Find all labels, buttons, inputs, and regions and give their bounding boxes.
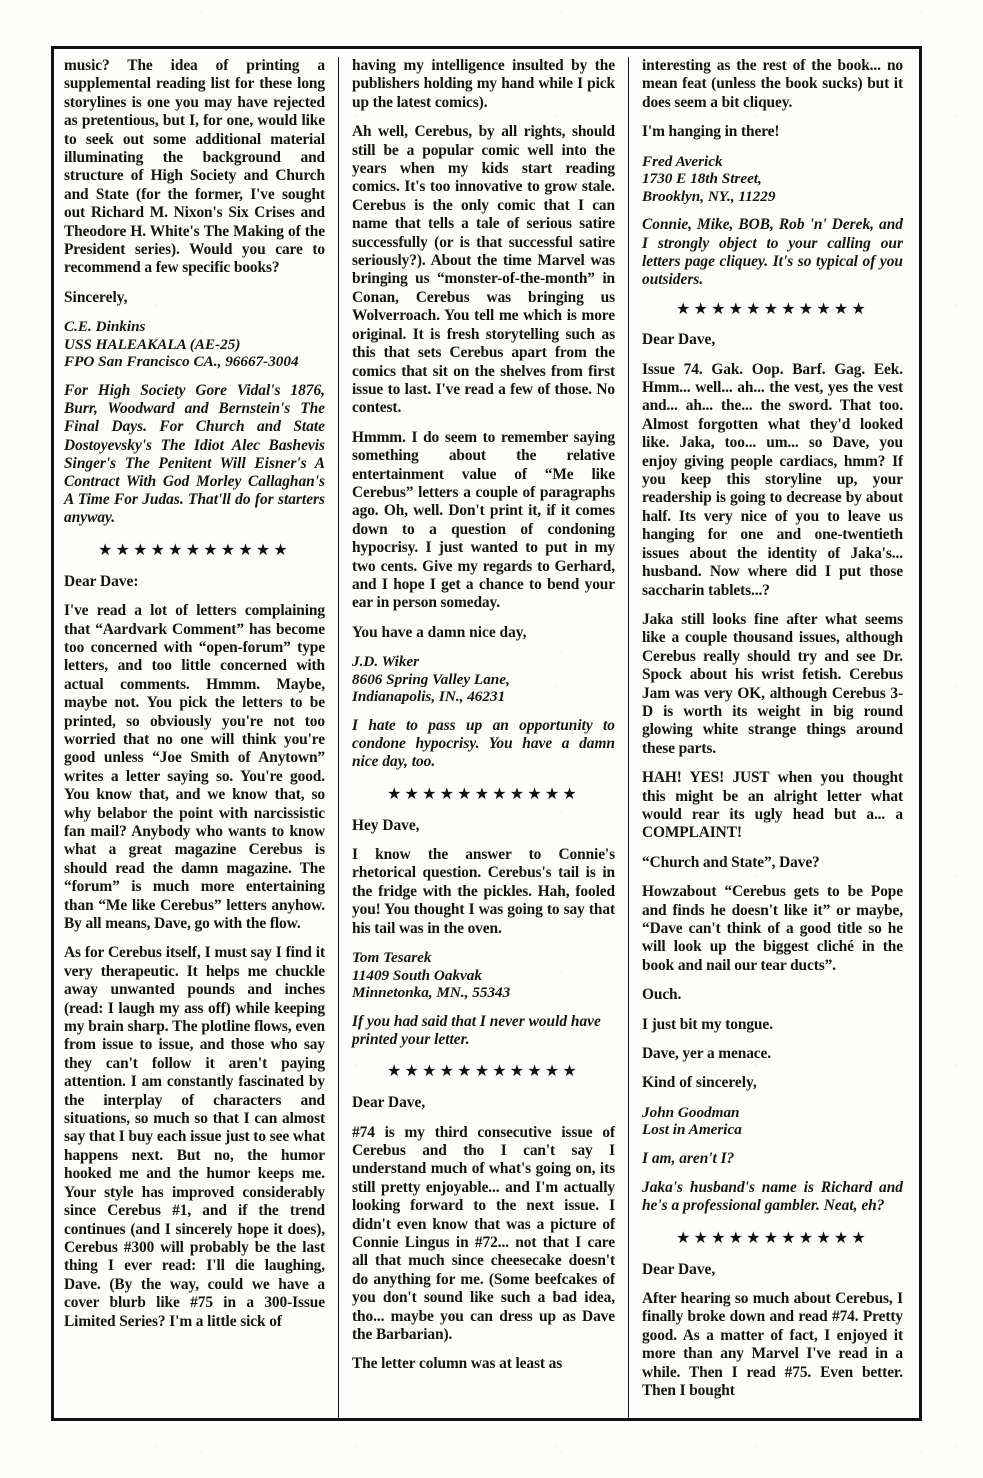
letter-tesarek-salutation: Hey Dave,: [352, 816, 420, 834]
editor-reply-averick: Connie, Mike, BOB, Rob 'n' Derek, and I strongly object to your calling our letters page cliquey. It's so typical of you outsiders.: [642, 216, 903, 289]
letter-goodman-body-7: I just bit my tongue.: [642, 1015, 773, 1033]
letter-dinkins-body: [64, 57, 325, 278]
aardvark-body-part-2: pick the letters to be printed, so obviously you're not too worried that no one will think you're good unless “Joe Smith of Anytown” writes a letter saying so. You're good. You know that, and we know that, so why belabor the point with narcissistic fan mail? Anybody who wants to know what a great magazine Cerebus is should read the damn magazine. The “forum” is much more entertaining than “Me like Cerebus” letters anyhow. By all means, Dave, go with the flow.: [64, 694, 325, 932]
letter-third-body-2: The letter column was at least as: [352, 1355, 563, 1373]
signature-name: John Goodman: [642, 1103, 740, 1121]
editor-reply-dinkins: For High Society Gore Vidal's 1876, Burr, Woodward and Bernstein's The Final Days. For Church and State Dostoyevsky's The Idiot Alec Bashevis Singer's The Penitent Will Eisner's A Contract With God Morley Callaghan's A Time For Judas. That'll do for starters anyway.: [64, 382, 325, 527]
signature-address-line-2: Brooklyn, NY., 11229: [642, 187, 776, 205]
dinkins-body-part-3: (for the former, I've sought out Richard M. Nixon's: [64, 185, 325, 222]
letter-goodman-body-2: Jaka still looks fine after what seems like a couple thousand issues, although Cerebus really should try and see Dr. Spock about his wrist fetish. Cerebus Jam was very OK, although Cerebus 3-D is worth its weight in big round glowing white strange things around these parts.: [642, 610, 903, 757]
signature-address-line-1: 1730 E 18th Street,: [642, 170, 762, 188]
letter-averick-body-2: I'm hanging in there!: [642, 123, 780, 141]
letter-averick-body-1: interesting as the rest of the book... no mean feat (unless the book sucks) but it does seem a bit cliquey.: [642, 57, 903, 111]
dinkins-body-part-4: and Theodore H. White's: [64, 204, 325, 240]
editor-reply-goodman-1: I am, aren't I?: [642, 1150, 735, 1168]
letters-page-columns: [51, 46, 922, 1421]
signature-name: Tom Tesarek: [352, 949, 432, 967]
letter-wiker-body-3: Hmmm. I do seem to remember saying something about the relative entertainment value of “Me like Cerebus” letters a couple of paragraphs ago. Oh, well. Don't print it, if it comes down to a question of condoning hypocrisy. I just wanted to put in my two cents. Give my regards to Gerhard, and I hope I get a chance to bend your ear in person someday.: [352, 428, 615, 612]
signature-name: J.D. Wiker: [352, 653, 420, 671]
letter-separator-stars: ★★★★★★★★★★★: [676, 299, 869, 319]
dinkins-body-part-1: music? The idea of printing a supplemental reading list for these long storylines is one you may have rejected as pretentious, but I, for one, would like to seek out some additional material illuminating the background and structure of: [64, 57, 325, 185]
letter-goodman-body-5: Howzabout “Cerebus gets to be Pope and finds he doesn't like it” or maybe, “Dave can't think of a good title so he will look up the biggest cliché in the book and nail our tear ducts”.: [642, 883, 903, 974]
letter-separator-stars: ★★★★★★★★★★★: [387, 783, 580, 803]
book-title-six-crises: Six Crises: [228, 204, 295, 222]
letter-third-salutation: Dear Dave,: [352, 1094, 426, 1112]
editor-reply-tesarek: If you had said that I never would have printed your letter.: [352, 1012, 601, 1048]
letter-separator-stars: ★★★★★★★★★★★: [387, 1061, 580, 1081]
column-left: [51, 57, 338, 1421]
signature-address-line-1: 8606 Spring Valley Lane,: [352, 670, 510, 688]
letter-last-salutation: Dear Dave,: [642, 1260, 716, 1278]
signature-location: Lost in America: [642, 1121, 742, 1139]
letter-wiker-body-2: Ah well, Cerebus, by all rights, should still be a popular comic well into the years when my kids start reading comics. It's too innovative to grow stale. Cerebus is the only comic that I can name that tells a tale of serious satire successfully (or is that successful satire seriously?). About the time Marvel was bringing us “monster-of-the-month” in Conan, Cerebus was bringing us Wolverroach. You tell me which is more original. It is fresh storytelling such as this that sets Cerebus apart from the comics that sit on the shelves from first issue to last. I've read a few of those. No contest.: [352, 123, 615, 417]
letter-goodman-closing: Kind of sincerely,: [642, 1074, 757, 1092]
letter-wiker-closing: You have a damn nice day,: [352, 623, 527, 641]
letter-goodman-body-6: Ouch.: [642, 986, 682, 1004]
emphasis-you: You: [146, 694, 173, 712]
letter-aardvark-salutation: Dear Dave:: [64, 572, 139, 590]
letter-tesarek-body: I know the answer to Connie's rhetorical question. Cerebus's tail is in the fridge with the pickles. Hah, fooled you! You thought I was going to say that his tail was in the oven.: [352, 845, 615, 937]
book-title-church-and-state: Church and State: [64, 167, 325, 203]
letter-goodman-body-8: Dave, yer a menace.: [642, 1045, 772, 1063]
signature-address-line-2: FPO San Francisco CA., 96667-3004: [64, 353, 299, 371]
letter-aardvark-body-2: As for Cerebus itself, I must say I find it very therapeutic. It helps me chuckle away unwanted pounds and inches (read: I laugh my ass off) while keeping my brain sharp. The plotline flows, even from issue to issue, and those who say they can't follow it aren't paying attention. I am constantly fascinated by the interplay of characters and situations, so much so that I can almost say that I buy each issue just to see what happens next. But no, the humor hooked me and the humor keeps me. Your style has improved considerably since Cerebus #1, and if the trend continues (and I sincerely hope it does), Cerebus #300 will probably be the last thing I ever read: I'll die laughing, Dave. (By the way, could we have a cover blurb like #75 in a 300-Issue Limited Series? I'm a little sick of: [64, 944, 325, 1330]
signature-name: C.E. Dinkins: [64, 318, 146, 336]
signature-address-line-2: Indianapolis, IN., 46231: [352, 688, 506, 706]
letter-tesarek-signature: [352, 949, 615, 1002]
letter-dinkins-signature: [64, 318, 325, 371]
dinkins-body-part-2: and: [236, 167, 276, 185]
book-title-making-of-the-president: The Making of the President: [64, 222, 325, 259]
column-middle: [338, 57, 629, 1421]
letter-wiker-body-1: having my intelligence insulted by the publishers holding my hand while I pick up the latest comics).: [352, 57, 615, 111]
signature-address-line-2: Minnetonka, MN., 55343: [352, 984, 511, 1002]
signature-address-line-1: 11409 South Oakvak: [352, 966, 482, 984]
letter-separator-stars: ★★★★★★★★★★★: [676, 1227, 869, 1247]
dinkins-body-part-5: series). Would you care to recommend a few specific books?: [64, 241, 325, 277]
letter-third-body-1: #74 is my third consecutive issue of Cerebus and tho I can't say I understand much of what's going on, its still pretty enjoyable... and I'm actually looking forward to the next issue. I didn't even know that was a picture of Connie Lingus in #72... not that I care all that much since cheesecake doesn't do anything for me. (Some beefcakes of you don't sound like such a bad idea, tho... maybe you can dress up as Dave the Barbarian).: [352, 1123, 615, 1344]
letter-last-body: After hearing so much about Cerebus, I finally broke down and read #74. Pretty good. As a matter of fact, I enjoyed it more than any Marvel I've read in a while. Then I read #75. Even better. Then I bought: [642, 1290, 903, 1400]
column-right: [629, 57, 916, 1421]
signature-address-line-1: USS HALEAKALA (AE-25): [64, 335, 241, 353]
letter-dinkins-closing: Sincerely,: [64, 288, 128, 306]
editor-reply-goodman-2: Jaka's husband's name is Richard and he's a professional gambler. Neat, eh?: [642, 1179, 903, 1215]
letter-aardvark-body-1: [64, 602, 325, 933]
letter-goodman-body-1: Issue 74. Gak. Oop. Barf. Gag. Eek. Hmm... well... ah... the vest, yes the vest and... ah... the... the sword. That too. Almost forgotten what they'd looked like. Jaka, too... um... so Dave, you enjoy giving people cardiacs, hmm? If you keep this storyline up, your readership is going to decrease by about half. Its very nice of you to leave us hanging for one and one-twentieth issues about the identity of Jaka's... husband. Now where did I put those saccharin tablets...?: [642, 360, 903, 599]
signature-name: Fred Averick: [642, 152, 723, 170]
letter-goodman-body-4: “Church and State”, Dave?: [642, 853, 820, 871]
letter-averick-signature: [642, 153, 903, 206]
letter-goodman-salutation: Dear Dave,: [642, 331, 716, 349]
letter-goodman-body-3: HAH! YES! JUST when you thought this might be an alright letter what would rear its ugly head but a... a COMPLAINT!: [642, 769, 903, 842]
letter-goodman-signature: [642, 1104, 903, 1139]
letter-wiker-signature: [352, 653, 615, 706]
aardvark-body-part-1: I've read a lot of letters complaining that “Aardvark Comment” has become too concerned with “open-forum” type letters, and too little concerned with actual comments. Hmmm. Maybe, maybe not.: [64, 602, 325, 712]
book-title-high-society: High Society: [150, 167, 237, 185]
editor-reply-wiker: I hate to pass up an opportunity to condone hypocrisy. You have a damn nice day, too.: [352, 716, 615, 771]
letter-separator-stars: ★★★★★★★★★★★: [98, 539, 291, 559]
